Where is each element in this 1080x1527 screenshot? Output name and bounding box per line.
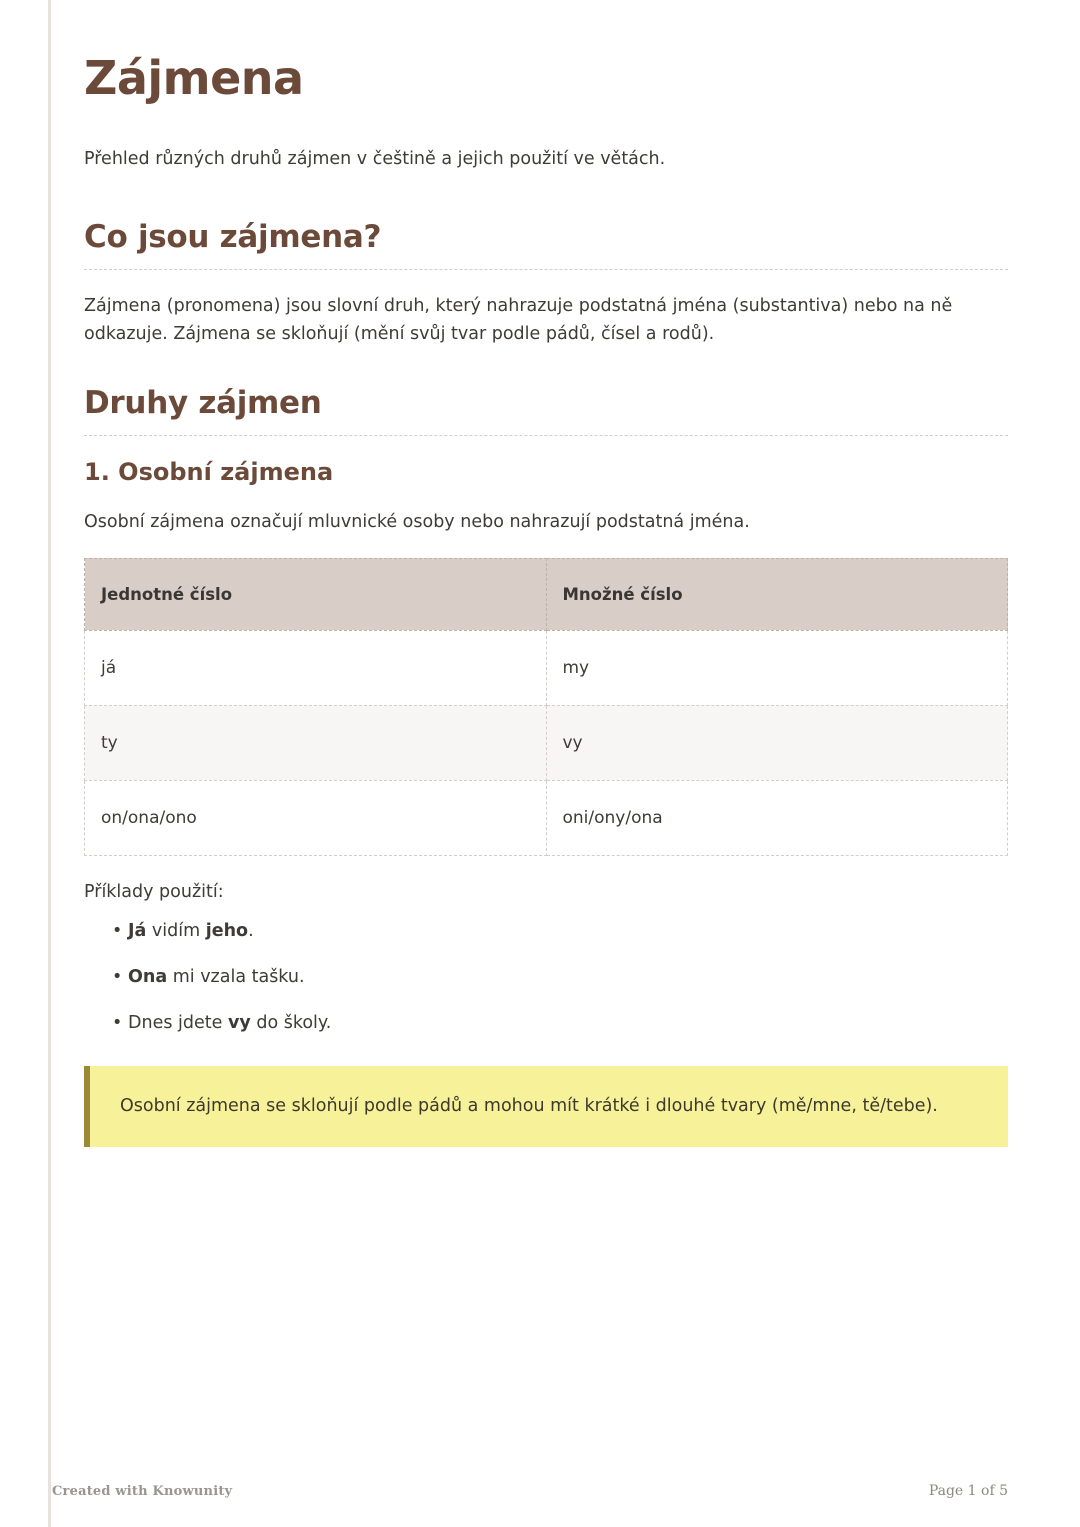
- example-tail: .: [248, 920, 254, 941]
- example-text: vidím: [146, 920, 206, 941]
- table-cell: oni/ony/ona: [546, 780, 1008, 855]
- example-bold-mid: vy: [227, 1013, 251, 1034]
- document-content: [84, 52, 1008, 1167]
- list-item: [112, 1010, 1008, 1036]
- table-header-row: [85, 558, 1008, 630]
- page-footer: [52, 1483, 1008, 1499]
- table-cell: my: [546, 630, 1008, 705]
- section-divider: [84, 269, 1008, 270]
- examples-list: [84, 918, 1008, 1037]
- table-column-header-singular: Jednotné číslo: [85, 558, 547, 630]
- example-bold-lead: Ona: [128, 966, 168, 987]
- table-row: [85, 780, 1008, 855]
- table-row: [85, 630, 1008, 705]
- section-body-what-are: Zájmena (pronomena) jsou slovní druh, který nahrazuje podstatná jména (substantiva) nebo na ně odkazuje. Zájmena se skloňují (mění svůj tvar podle pádů, čísel a rodů).: [84, 295, 953, 345]
- footer-page-number: Page 1 of 5: [928, 1483, 1008, 1499]
- note-callout: Osobní zájmena se skloňují podle pádů a mohou mít krátké i dlouhé tvary (mě/mne, tě/tebe).: [84, 1066, 1008, 1146]
- list-item: [112, 964, 1008, 990]
- table-cell: já: [85, 630, 547, 705]
- table-column-header-plural: Množné číslo: [546, 558, 1008, 630]
- page-title: Zájmena: [84, 51, 304, 105]
- examples-label: Příklady použití:: [84, 881, 224, 902]
- example-text: mi vzala tašku.: [167, 966, 305, 987]
- personal-pronouns-table: [84, 558, 1008, 856]
- subsection-heading-personal-pronouns: 1. Osobní zájmena: [84, 457, 334, 486]
- document-intro: Přehled různých druhů zájmen v češtině a jejich použití ve větách.: [84, 148, 666, 169]
- table-cell: vy: [546, 705, 1008, 780]
- subsection-lead-text: Osobní zájmena označují mluvnické osoby nebo nahrazují podstatná jména.: [84, 511, 750, 532]
- table-row: [85, 705, 1008, 780]
- example-bold-lead: Já: [128, 920, 147, 941]
- list-item: [112, 918, 1008, 944]
- example-tail: do školy.: [250, 1013, 332, 1034]
- section-heading-what-are: Co jsou zájmena?: [84, 218, 382, 255]
- section-divider: [84, 435, 1008, 436]
- footer-brand: Created with Knowunity: [52, 1484, 233, 1499]
- example-bold-mid: jeho: [205, 920, 249, 941]
- table-cell: ty: [85, 705, 547, 780]
- left-margin-rule: [48, 0, 51, 1527]
- section-heading-kinds: Druhy zájmen: [84, 384, 322, 421]
- table-cell: on/ona/ono: [85, 780, 547, 855]
- example-text: Dnes jdete: [128, 1013, 228, 1034]
